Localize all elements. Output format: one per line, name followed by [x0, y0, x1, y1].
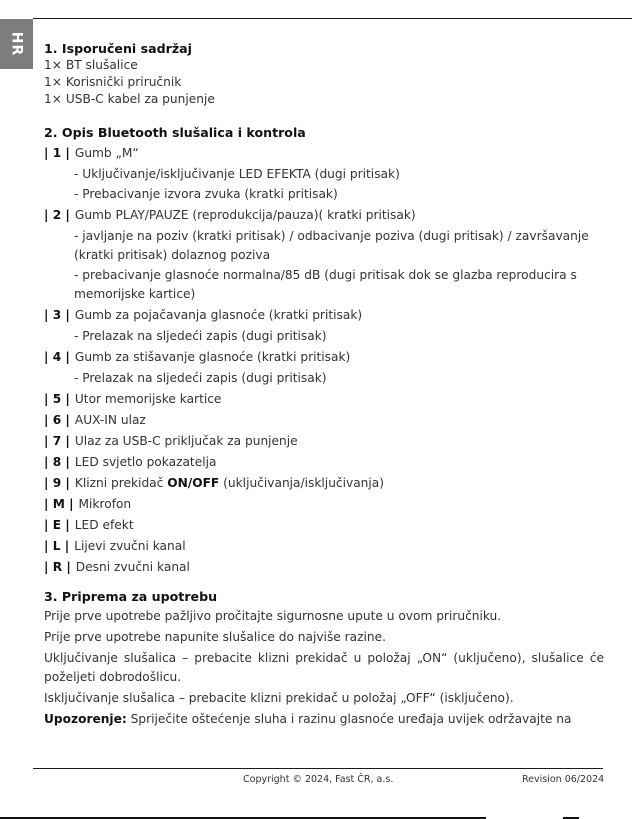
footer-copyright: Copyright © 2024, Fast ČR, a.s.	[243, 774, 394, 785]
item-marker: | 7 |	[44, 434, 70, 448]
item-detail: - Uključivanje/isključivanje LED EFEKTA (dugi pritisak)	[74, 167, 400, 181]
item-label: LED efekt	[74, 518, 134, 532]
paragraph: Prije prve upotrebe napunite slušalice do najviše razine.	[44, 630, 387, 644]
list-item: 1× Korisnički priručnik	[44, 75, 182, 89]
item-label: Desni zvučni kanal	[75, 560, 190, 574]
section-title: 1. Isporučeni sadržaj	[44, 41, 192, 56]
item-detail: - prebacivanje glasnoće normalna/85 dB (dugi pritisak dok se glazba reproducira s memorijske kartice)	[74, 268, 577, 301]
control-item	[44, 473, 604, 494]
item-label: AUX-IN ulaz	[74, 413, 146, 427]
list-item: 1× USB-C kabel za punjenje	[44, 92, 215, 106]
control-item	[44, 389, 604, 410]
footer-rule	[33, 768, 603, 769]
document-body	[44, 40, 604, 731]
item-label: Gumb PLAY/PAUZE (reprodukcija/pauza)( kratki pritisak)	[74, 208, 416, 222]
item-label: Utor memorijske kartice	[74, 392, 222, 406]
control-item	[44, 515, 604, 536]
item-detail: - Prelazak na sljedeći zapis (dugi pritisak)	[74, 329, 327, 343]
paragraph: Isključivanje slušalica – prebacite klizni prekidač u položaj „OFF“ (isključeno).	[44, 691, 514, 705]
item-marker: | E |	[44, 518, 70, 532]
control-item	[44, 205, 604, 226]
language-tab-label: HR	[8, 31, 25, 57]
top-rule	[33, 18, 632, 19]
item-marker: | 5 |	[44, 392, 70, 406]
item-marker: | 3 |	[44, 308, 70, 322]
item-marker: | 1 |	[44, 146, 70, 160]
item-marker: | 9 |	[44, 476, 70, 490]
section-title: 3. Priprema za upotrebu	[44, 589, 218, 604]
item-detail: - javljanje na poziv (kratki pritisak) / odbacivanje poziva (dugi pritisak) / završavanje (kratki pritisak) dolaznog poziva	[74, 229, 589, 262]
item-label: Gumb „M“	[74, 146, 139, 160]
control-item	[44, 143, 604, 164]
item-marker: | 6 |	[44, 413, 70, 427]
item-label: Gumb za stišavanje glasnoće (kratki pritisak)	[74, 350, 351, 364]
control-item	[44, 347, 604, 368]
paragraph: Uključivanje slušalica – prebacite klizni prekidač u položaj „ON“ (uključeno), slušalice će poželjeti dobrodošlicu.	[44, 651, 604, 684]
control-item	[44, 305, 604, 326]
section-contents	[44, 40, 604, 108]
control-item	[44, 557, 604, 578]
item-detail: - Prelazak na sljedeći zapis (dugi pritisak)	[74, 371, 327, 385]
item-detail: - Prebacivanje izvora zvuka (kratki pritisak)	[74, 187, 338, 201]
control-item	[44, 494, 604, 515]
item-label: LED svjetlo pokazatelja	[74, 455, 217, 469]
control-item	[44, 431, 604, 452]
control-item	[44, 410, 604, 431]
warning-paragraph	[44, 710, 604, 729]
language-tab	[0, 19, 33, 69]
control-item	[44, 536, 604, 557]
item-marker: | M |	[44, 497, 74, 511]
item-marker: | 8 |	[44, 455, 70, 469]
section-title: 2. Opis Bluetooth slušalica i kontrola	[44, 125, 306, 140]
item-label: Lijevi zvučni kanal	[74, 539, 186, 553]
item-label: Ulaz za USB-C priključak za punjenje	[74, 434, 298, 448]
item-label: Mikrofon	[78, 497, 132, 511]
item-marker: | R |	[44, 560, 71, 574]
item-marker: | 2 |	[44, 208, 70, 222]
section-controls	[44, 124, 604, 578]
item-marker: | 4 |	[44, 350, 70, 364]
paragraph: Prije prve upotrebe pažljivo pročitajte sigurnosne upute u ovom priručniku.	[44, 609, 502, 623]
section-preparation	[44, 588, 604, 729]
list-item: 1× BT slušalice	[44, 58, 138, 72]
control-item	[44, 452, 604, 473]
item-label: Klizni prekidač ON/OFF (uključivanja/isključivanja)	[74, 476, 385, 490]
footer-revision: Revision 06/2024	[522, 774, 605, 785]
warning-text: Spriječite oštećenje sluha i razinu glasnoće uređaja uvijek održavajte na	[126, 712, 572, 726]
item-marker: | L |	[44, 539, 70, 553]
warning-label: Upozorenje:	[44, 712, 127, 726]
item-label: Gumb za pojačavanja glasnoće (kratki pritisak)	[74, 308, 363, 322]
